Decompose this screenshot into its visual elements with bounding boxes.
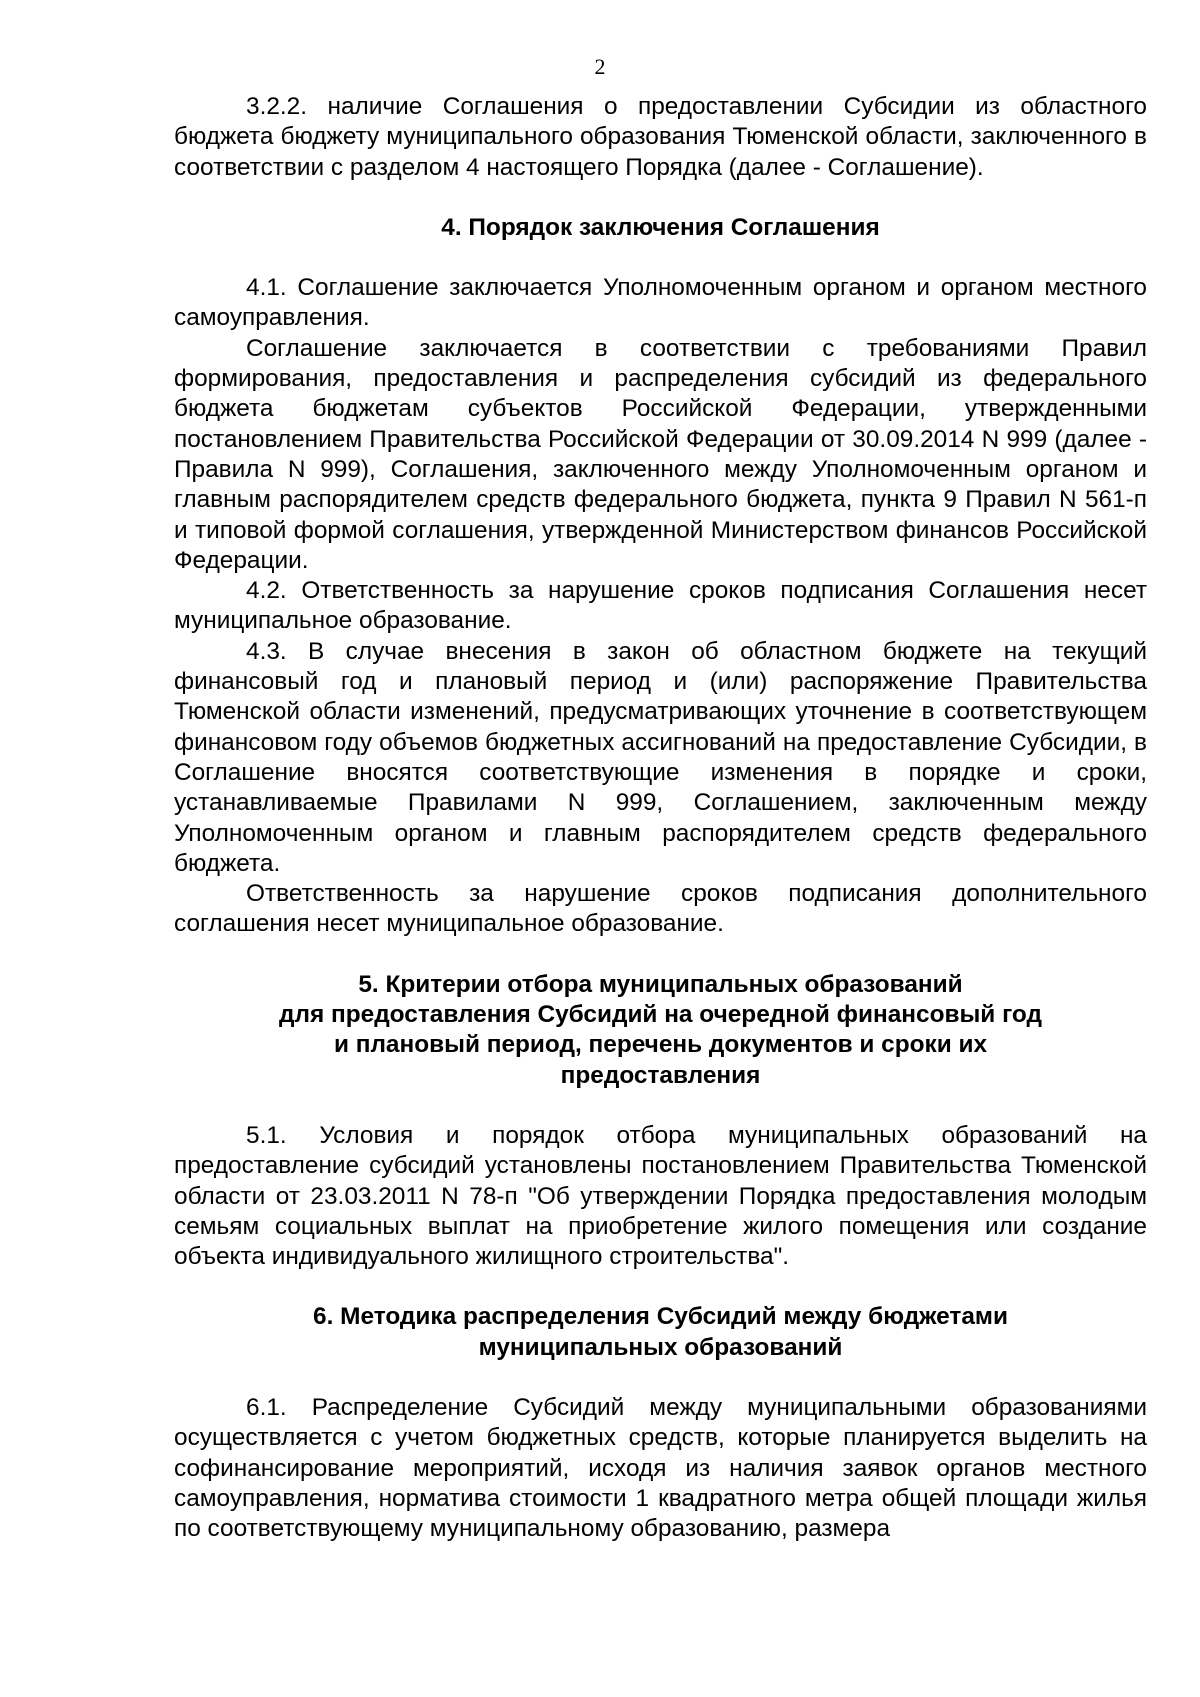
paragraph-4-2: 4.2. Ответственность за нарушение сроков подписания Соглашения несет муниципальное образование. — [174, 577, 1147, 635]
section-5-title-line-4: предоставления — [560, 1061, 761, 1089]
section-6-title-line-1: 6. Методика распределения Субсидий между бюджетами — [313, 1303, 1008, 1331]
paragraph-4-1-b: Соглашение заключается в соответствии с требованиями Правил формирования, предоставления и распределения субсидий из федерального бюджета бюджетам субъектов Российской Федерации, утвержденными постановлением Правительства Российской Федерации от 30.09.2014 N 999 (далее - Правила N 999), Соглашения, заключенного между Уполномоченным органом и главным распорядителем средств федерального бюджета, пункта 9 Правил N 561-п и типовой формой соглашения, утвержденной Министерством финансов Российской Федерации. — [174, 334, 1147, 574]
section-4-heading — [174, 213, 1147, 243]
section-6-title-line-2: муниципальных образований — [478, 1333, 843, 1361]
section-5-heading — [174, 970, 1147, 1091]
section-6-heading — [174, 1302, 1147, 1363]
page-number: 2 — [594, 54, 606, 79]
section-5-title-line-3: и плановый период, перечень документов и сроки их — [333, 1031, 988, 1059]
paragraph-6-1: 6.1. Распределение Субсидий между муниципальными образованиями осуществляется с учетом бюджетных средств, которые планируется выделить на софинансирование мероприятий, исходя из наличия заявок органов местного самоуправления, норматива стоимости 1 квадратного метра общей площади жилья по соответствующему муниципальному образованию, размера — [174, 1393, 1147, 1543]
paragraph-4-1: 4.1. Соглашение заключается Уполномоченным органом и органом местного самоуправления. — [174, 274, 1147, 332]
section-4-title: 4. Порядок заключения Соглашения — [441, 213, 880, 241]
paragraph-4-3-b: Ответственность за нарушение сроков подписания дополнительного соглашения несет муниципальное образование. — [174, 880, 1147, 938]
section-5-title-line-2: для предоставления Субсидий на очередной финансовый год — [279, 1001, 1042, 1029]
paragraph-3-2-2: 3.2.2. наличие Соглашения о предоставлении Субсидии из областного бюджета бюджету муниципального образования Тюменской области, заключенного в соответствии с разделом 4 настоящего Порядка (далее - Соглашение). — [174, 93, 1147, 181]
section-5-title-line-1: 5. Критерии отбора муниципальных образований — [358, 970, 963, 998]
paragraph-5-1: 5.1. Условия и порядок отбора муниципальных образований на предоставление субсидий установлены постановлением Правительства Тюменской области от 23.03.2011 N 78-п "Об утверждении Порядка предоставления молодым семьям социальных выплат на приобретение жилого помещения или создание объекта индивидуального жилищного строительства". — [174, 1121, 1147, 1271]
paragraph-4-3: 4.3. В случае внесения в закон об областном бюджете на текущий финансовый год и плановый период и (или) распоряжение Правительства Тюменской области изменений, предусматривающих уточнение в соответствующем финансовом году объемов бюджетных ассигнований на предоставление Субсидии, в Соглашение вносятся соответствующие изменения в порядке и сроки, устанавливаемые Правилами N 999, Соглашением, заключенным между Уполномоченным органом и главным распорядителем средств федерального бюджета. — [174, 637, 1147, 877]
